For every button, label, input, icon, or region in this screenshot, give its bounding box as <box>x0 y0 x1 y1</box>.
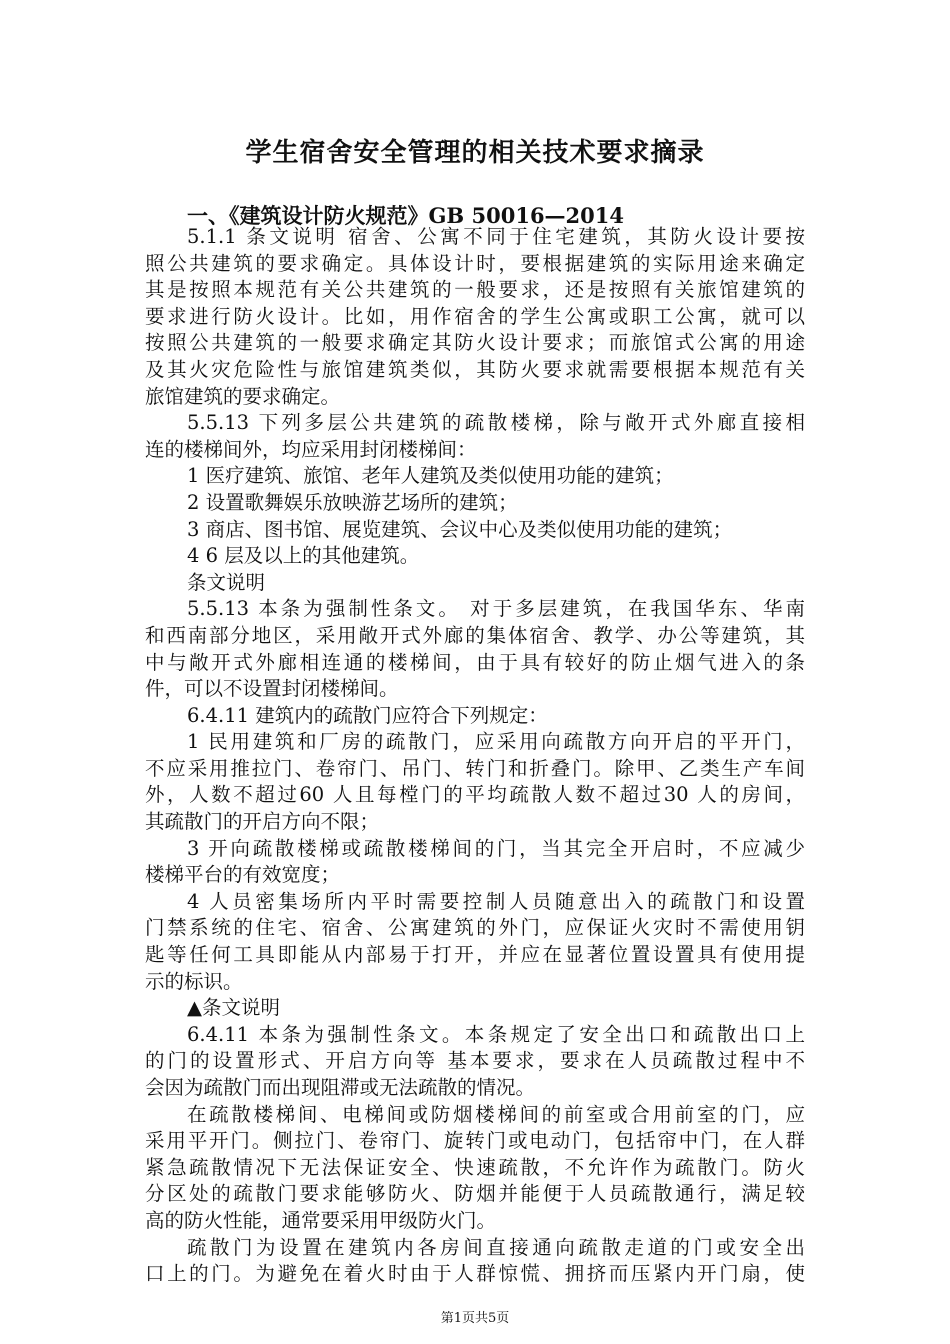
text-line: 及其火灾危险性与旅馆建筑类似，其防火要求就需要根据本规范有关 <box>145 357 805 381</box>
text-line: ▲条文说明 <box>187 996 280 1020</box>
text-line: 其疏散门的开启方向不限； <box>145 810 380 834</box>
text-line: 6.4.11 本条为强制性条文。本条规定了安全出口和疏散出口上 <box>187 1022 805 1046</box>
text-line: 照公共建筑的要求确定。具体设计时，要根据建筑的实际用途来确定 <box>145 251 805 275</box>
text-line: 门禁系统的住宅、宿舍、公寓建筑的外门，应保证火灾时不需使用钥 <box>145 916 805 940</box>
text-line: 在疏散楼梯间、电梯间或防烟楼梯间的前室或合用前室的门，应 <box>187 1102 805 1126</box>
text-line: 示的标识。 <box>145 969 243 993</box>
text-line: 4 6 层及以上的其他建筑。 <box>187 544 420 568</box>
text-line: 采用平开门。侧拉门、卷帘门、旋转门或电动门，包括帘中门，在人群 <box>145 1129 805 1153</box>
text-line: 中与敞开式外廊相连通的楼梯间，由于具有较好的防止烟气进入的条 <box>145 650 805 674</box>
section-heading: 一、《建筑设计防火规范》GB 50016—2014 <box>187 203 624 228</box>
text-line: 楼梯平台的有效宽度； <box>145 863 341 887</box>
text-line: 口上的门。为避免在着火时由于人群惊慌、拥挤而压紧内开门扇，使 <box>145 1262 805 1286</box>
page-footer: 第1页共5页 <box>440 1311 510 1326</box>
text-line: 要求进行防火设计。比如，用作宿舍的学生公寓或职工公寓，就可以 <box>145 304 805 328</box>
text-line: 5.5.13 本条为强制性条文。 对于多层建筑，在我国华东、华南 <box>187 597 805 621</box>
text-line: 紧急疏散情况下无法保证安全、快速疏散，不允许作为疏散门。防火 <box>145 1155 805 1179</box>
text-line: 疏散门为设置在建筑内各房间直接通向疏散走道的门或安全出 <box>187 1235 805 1259</box>
text-line: 外，人数不超过60 人且每樘门的平均疏散人数不超过30 人的房间， <box>145 783 805 807</box>
text-line: 件，可以不设置封闭楼梯间。 <box>145 677 399 701</box>
text-line: 匙等任何工具即能从内部易于打开，并应在显著位置设置具有使用提 <box>145 943 805 967</box>
text-line: 2 设置歌舞娱乐放映游艺场所的建筑； <box>187 490 518 514</box>
text-line: 分区处的疏散门要求能够防火、防烟并能便于人员疏散通行，满足较 <box>145 1182 805 1206</box>
text-line: 高的防火性能，通常要采用甲级防火门。 <box>145 1208 497 1232</box>
text-line: 4 人员密集场所内平时需要控制人员随意出入的疏散门和设置 <box>187 889 805 913</box>
text-line: 5.1.1 条文说明 宿舍、公寓不同于住宅建筑，其防火设计要按 <box>187 225 805 248</box>
text-line: 5.5.13 下列多层公共建筑的疏散楼梯，除与敞开式外廊直接相 <box>187 411 805 435</box>
text-line: 1 医疗建筑、旅馆、老年人建筑及类似使用功能的建筑； <box>187 464 674 488</box>
text-line: 3 商店、图书馆、展览建筑、会议中心及类似使用功能的建筑； <box>187 517 733 541</box>
body-text <box>145 224 805 1288</box>
text-line: 条文说明 <box>187 570 266 594</box>
text-line: 的门的设置形式、开启方向等 基本要求，要求在人员疏散过程中不 <box>145 1049 805 1073</box>
text-line: 不应采用推拉门、卷帘门、吊门、转门和折叠门。除甲、乙类生产车间 <box>145 756 805 780</box>
text-line: 其是按照本规范有关公共建筑的一般要求，还是按照有关旅馆建筑的 <box>145 278 805 302</box>
text-line: 旅馆建筑的要求确定。 <box>145 384 341 408</box>
text-line: 3 开向疏散楼梯或疏散楼梯间的门，当其完全开启时，不应减少 <box>187 836 805 860</box>
document-title: 学生宿舍安全管理的相关技术要求摘录 <box>245 138 705 168</box>
text-line: 连的楼梯间外，均应采用封闭楼梯间： <box>145 437 477 461</box>
text-line: 1 民用建筑和厂房的疏散门，应采用向疏散方向开启的平开门， <box>187 730 805 754</box>
text-line: 和西南部分地区，采用敞开式外廊的集体宿舍、教学、办公等建筑，其 <box>145 623 805 647</box>
text-line: 按照公共建筑的一般要求确定其防火设计要求；而旅馆式公寓的用途 <box>145 331 805 355</box>
text-line: 会因为疏散门而出现阻滞或无法疏散的情况。 <box>145 1076 536 1099</box>
text-line: 6.4.11 建筑内的疏散门应符合下列规定： <box>187 703 548 727</box>
